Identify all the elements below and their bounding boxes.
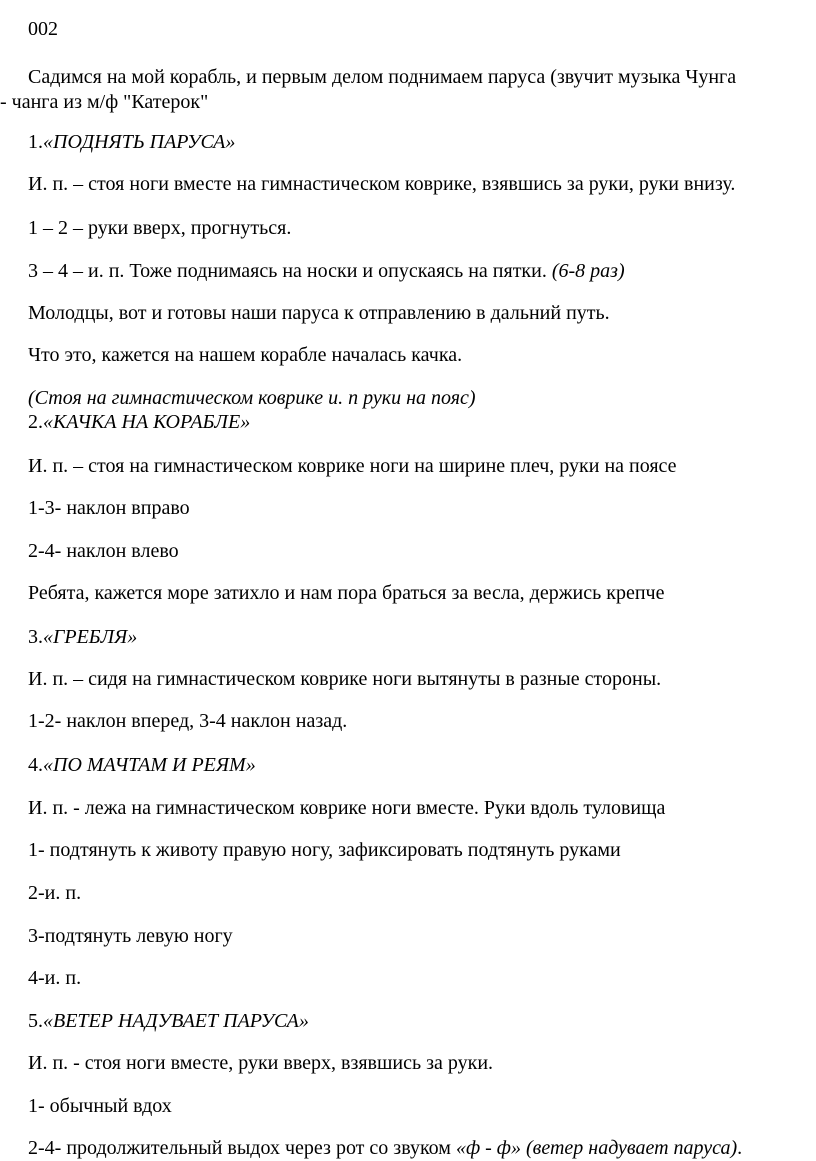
exercise-1-step-2-text: 3 – 4 – и. п. Тоже поднимаясь на носки и опускаясь на пятки. xyxy=(28,260,552,282)
exercise-3-title: «ГРЕБЛЯ» xyxy=(43,626,138,648)
exercise-1-title: «ПОДНЯТЬ ПАРУСА» xyxy=(43,131,236,153)
exercise-4-heading xyxy=(28,754,256,776)
exercise-1-step-1: 1 – 2 – руки вверх, прогнуться. xyxy=(28,217,292,239)
exercise-1-praise: Молодцы, вот и готовы наши паруса к отправлению в дальний путь. xyxy=(28,302,610,324)
exercise-1-transition: Что это, кажется на нашем корабле началась качка. xyxy=(28,344,463,366)
exercise-3-step-1: 1-2- наклон вперед, 3-4 наклон назад. xyxy=(28,710,348,732)
exercise-2-step-2: 2-4- наклон влево xyxy=(28,540,179,562)
exercise-2-transition: Ребята, кажется море затихло и нам пора браться за весла, держись крепче xyxy=(28,582,665,604)
exercise-1-number: 1. xyxy=(28,131,43,153)
exercise-5-heading xyxy=(28,1010,309,1032)
page-number: 002 xyxy=(28,18,58,40)
exercise-3-start-position: И. п. – сидя на гимнастическом коврике ноги вытянуты в разные стороны. xyxy=(28,668,662,690)
exercise-5-number: 5. xyxy=(28,1010,43,1032)
exercise-1-heading xyxy=(28,131,235,153)
exercise-2-number: 2. xyxy=(28,411,43,433)
exercise-4-step-3: 3-подтянуть левую ногу xyxy=(28,925,233,947)
exercise-4-start-position: И. п. - лежа на гимнастическом коврике ноги вместе. Руки вдоль туловища xyxy=(28,797,666,819)
exercise-4-number: 4. xyxy=(28,754,43,776)
intro-line-2: - чанга из м/ф "Катерок" xyxy=(0,91,209,113)
exercise-5-start-position: И. п. - стоя ноги вместе, руки вверх, взявшись за руки. xyxy=(28,1052,494,1074)
exercise-5-title: «ВЕТЕР НАДУВАЕТ ПАРУСА» xyxy=(43,1010,309,1032)
exercise-2-heading xyxy=(28,411,250,433)
exercise-5-sound: «ф - ф» (ветер надувает паруса) xyxy=(455,1137,738,1159)
exercise-2-step-1: 1-3- наклон вправо xyxy=(28,497,190,519)
exercise-4-step-2: 2-и. п. xyxy=(28,882,82,904)
exercise-1-step-2 xyxy=(28,260,625,282)
exercise-1-start-position: И. п. – стоя ноги вместе на гимнастическом коврике, взявшись за руки, руки внизу. xyxy=(28,173,736,195)
exercise-5-step-2-text: 2-4- продолжительный выдох через рот со звуком xyxy=(28,1137,456,1159)
exercise-5-step-2 xyxy=(28,1137,742,1159)
exercise-2-note: (Стоя на гимнастическом коврике и. п руки на пояс) xyxy=(28,387,476,409)
exercise-4-step-4: 4-и. п. xyxy=(28,967,82,989)
exercise-1-repetitions: (6-8 раз) xyxy=(551,260,625,282)
exercise-2-title: «КАЧКА НА КОРАБЛЕ» xyxy=(43,411,251,433)
exercise-4-step-1: 1- подтянуть к животу правую ногу, зафиксировать подтянуть руками xyxy=(28,839,621,861)
exercise-3-heading xyxy=(28,626,137,648)
intro-line-1: Садимся на мой корабль, и первым делом поднимаем паруса (звучит музыка Чунга xyxy=(28,66,737,88)
exercise-5-step-1: 1- обычный вдох xyxy=(28,1095,172,1117)
exercise-4-title: «ПО МАЧТАМ И РЕЯМ» xyxy=(43,754,256,776)
exercise-2-start-position: И. п. – стоя на гимнастическом коврике ноги на ширине плеч, руки на поясе xyxy=(28,455,677,477)
exercise-3-number: 3. xyxy=(28,626,43,648)
exercise-5-step-2-end: . xyxy=(737,1137,743,1159)
